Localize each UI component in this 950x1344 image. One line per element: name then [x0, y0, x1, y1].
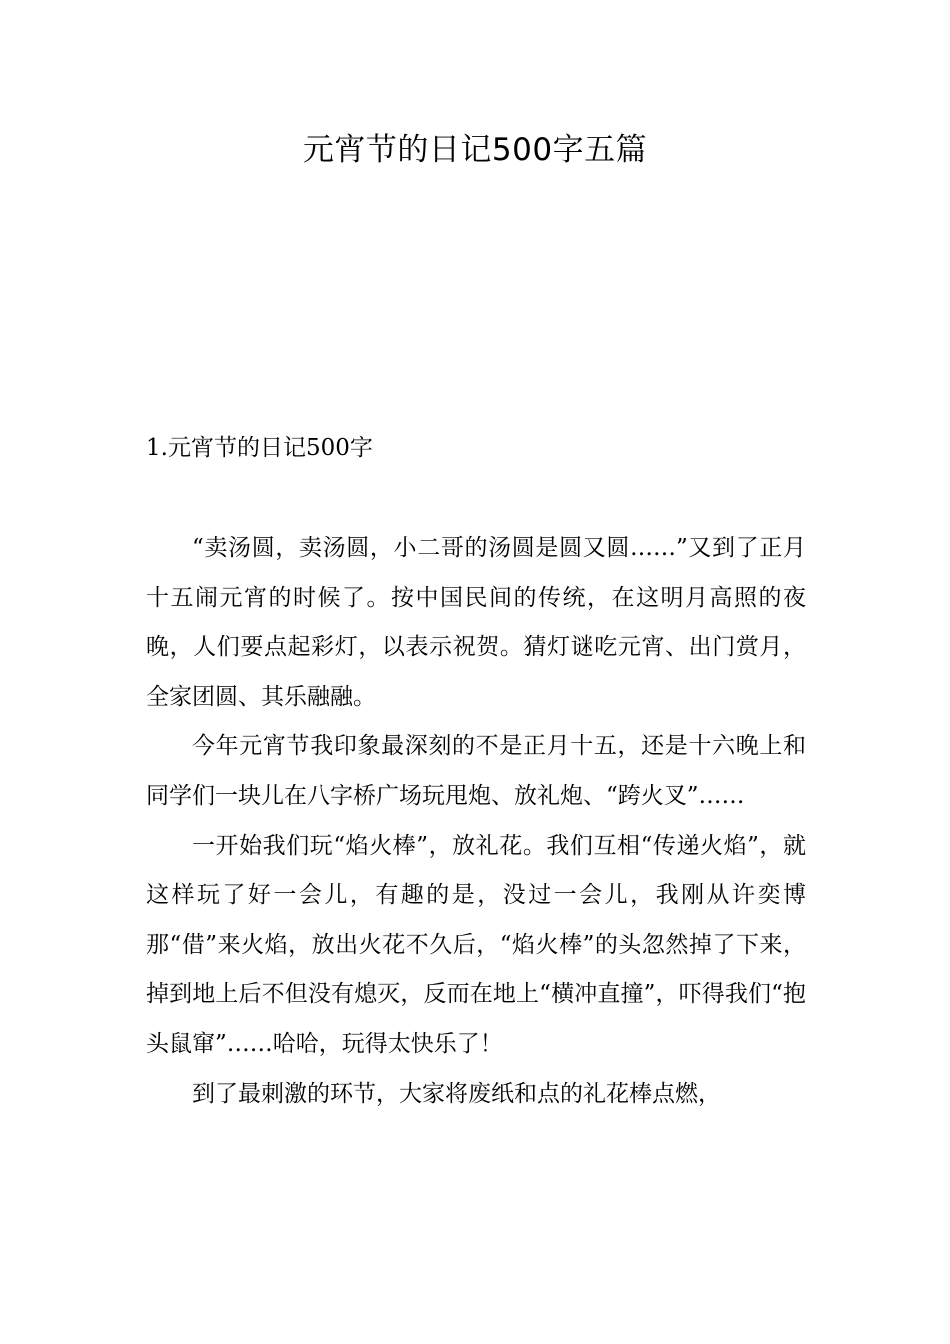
section-heading: 1.元宵节的日记500字	[146, 435, 373, 461]
paragraph: 今年元宵节我印象最深刻的不是正月十五，还是十六晚上和同学们一块儿在八字桥广场玩甩炮、放礼炮、“跨火叉”……	[146, 733, 806, 809]
body-text	[146, 524, 806, 1119]
document-title: 元宵节的日记500字五篇	[302, 132, 648, 168]
paragraph: “卖汤圆，卖汤圆，小二哥的汤圆是圆又圆……”又到了正月十五闹元宵的时候了。按中国民间的传统，在这明月高照的夜晚，人们要点起彩灯，以表示祝贺。猜灯谜吃元宵、出门赏月，全家团圆、其乐融融。	[146, 535, 806, 710]
paragraph: 一开始我们玩“焰火棒”，放礼花。我们互相“传递火焰”，就这样玩了好一会儿，有趣的是，没过一会儿，我刚从许奕博那“借”来火焰，放出火花不久后，“焰火棒”的头忽然掉了下来，掉到地上后不但没有熄灭，反而在地上“横冲直撞”，吓得我们“抱头鼠窜”……哈哈，玩得太快乐了！	[146, 832, 806, 1057]
paragraph: 到了最刺激的环节，大家将废纸和点的礼花棒点燃，	[192, 1080, 721, 1107]
